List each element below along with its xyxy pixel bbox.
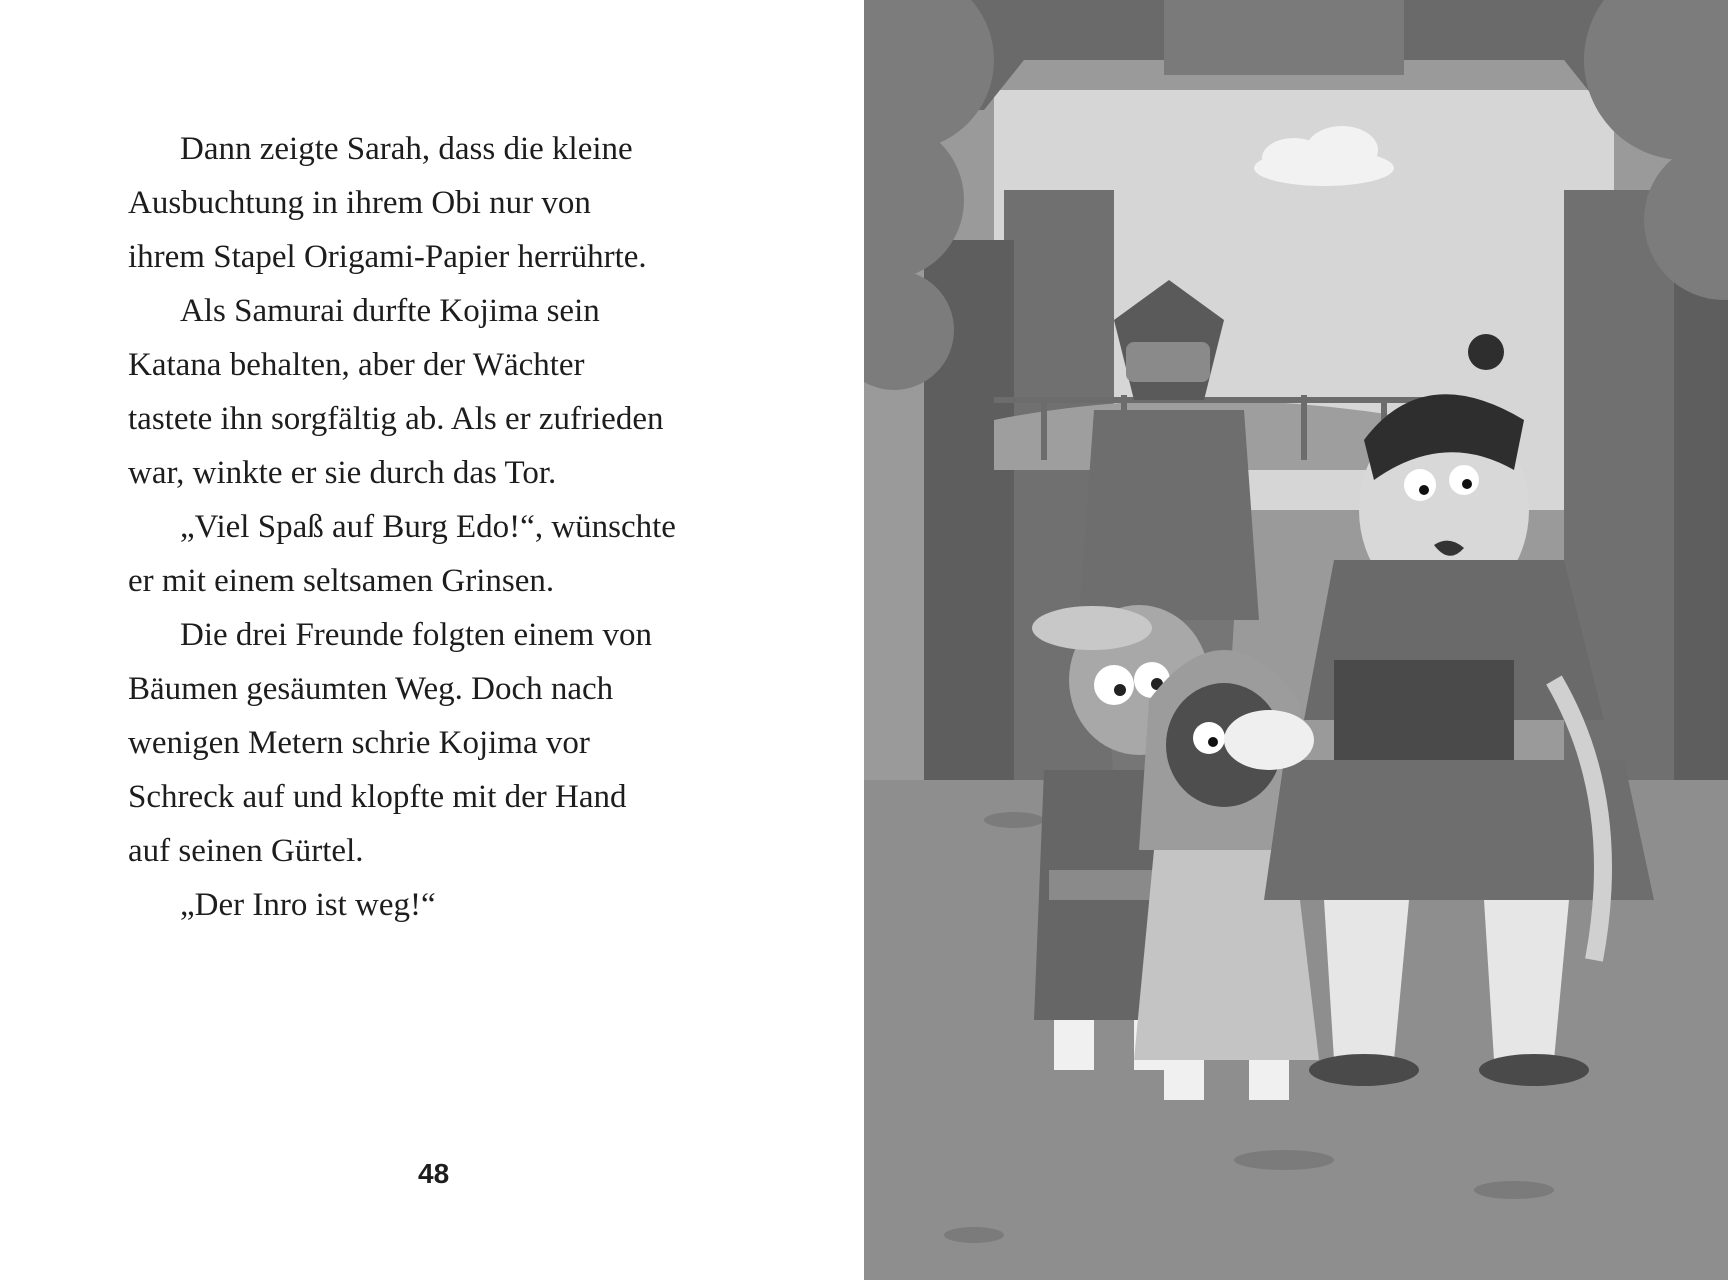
story-text (128, 122, 728, 932)
page-number-text: 48 (418, 1158, 450, 1189)
paragraph-4-cont (128, 662, 728, 878)
line: tastete ihn sorgfältig ab. Als er zufrieden (128, 401, 664, 437)
line: er mit einem seltsamen Grinsen. (128, 563, 555, 599)
line: auf seinen Gürtel. (128, 833, 364, 869)
line: Bäumen gesäumten Weg. Doch nach (128, 671, 614, 707)
line: „Viel Spaß auf Burg Edo!“, wünschte (180, 509, 676, 545)
paragraph-2 (128, 284, 728, 338)
line: Ausbuchtung in ihrem Obi nur von (128, 185, 591, 221)
paragraph-2-cont (128, 338, 728, 500)
paragraph-4 (128, 608, 728, 662)
line: Die drei Freunde folgten einem von (180, 617, 652, 653)
line: ihrem Stapel Origami-Papier herrührte. (128, 239, 647, 275)
line: Dann zeigte Sarah, dass die kleine (180, 131, 633, 167)
paragraph-3 (128, 500, 728, 554)
illustration (864, 0, 1728, 1280)
line: Schreck auf und klopfte mit der Hand (128, 779, 627, 815)
line: wenigen Metern schrie Kojima vor (128, 725, 590, 761)
line: war, winkte er sie durch das Tor. (128, 455, 557, 491)
paragraph-5 (128, 878, 728, 932)
gate-beam (1164, 0, 1404, 75)
illustration-svg (864, 0, 1728, 1280)
paragraph-1 (128, 122, 728, 176)
line: Als Samurai durfte Kojima sein (180, 293, 600, 329)
paragraph-1-cont (128, 176, 728, 284)
gate-door-right (1674, 240, 1728, 820)
line: Katana behalten, aber der Wächter (128, 347, 585, 383)
line: „Der Inro ist weg!“ (180, 887, 436, 923)
paragraph-3-cont (128, 554, 728, 608)
